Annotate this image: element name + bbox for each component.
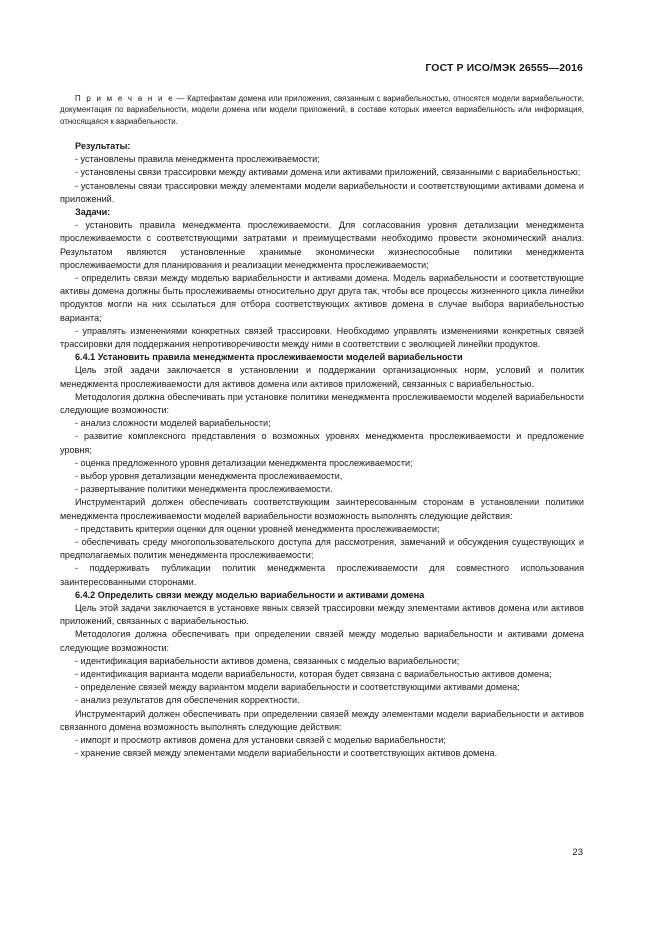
paragraph: Инструментарий должен обеспечивать при определении связей между элементами модели вариабельности и активов связанного домена возможность выполнять следующие действия:: [60, 708, 584, 732]
list-item: - импорт и просмотр активов домена для установки связей с моделью вариабельности;: [75, 735, 446, 746]
list-item: - обеспечивать среду многопользовательского доступа для рассмотрения, замечаний и обсуждения существующих и предполагаемых политик менеджмента прослеживаемости;: [60, 536, 584, 561]
list-item: - установлены правила менеджмента прослеживаемости;: [75, 154, 320, 165]
list-item: - оценка предложенного уровня детализации менеджмента прослеживаемости;: [75, 457, 413, 468]
paragraph: Методология должна обеспечивать при определении связей между моделью вариабельности и активами домена следующие возможности:: [60, 629, 584, 653]
paragraph: Инструментарий должен обеспечивать соответствующим заинтересованным сторонам в установлении политики менеджмента прослеживаемости моделей вариабельности возможность выполнять следующие действия:: [60, 497, 584, 521]
list-item: - установлены связи трассировки между активами домена или активами приложений, связанными с вариабельностью;: [75, 167, 581, 178]
list-item: - анализ сложности моделей вариабельности;: [75, 418, 271, 429]
list-item: - хранение связей между элементами модели вариабельности и соответствующих активов домена.: [75, 748, 498, 759]
list-item: - определение связей между вариантом модели вариабельности и соответствующими активами домена;: [75, 682, 520, 693]
note-label: П р и м е ч а н и е: [75, 94, 175, 103]
tasks-heading: Задачи:: [75, 206, 111, 217]
list-item: - развертывание политики менеджмента прослеживаемости.: [75, 484, 333, 495]
list-item: - представить критерии оценки для оценки уровней менеджмента прослеживаемости;: [75, 523, 440, 534]
list-item: - идентификация варианта модели вариабельности, которая будет связана с вариабельностью активов домена;: [75, 669, 552, 680]
list-item: - управлять изменениями конкретных связей трассировки. Необходимо управлять изменениями конкретных связей трассировки для поддержания непротиворечивости между ними в соответствии с эволюцией линейки продуктов.: [60, 325, 584, 349]
note-paragraph: [60, 93, 584, 127]
list-item: - анализ результатов для обеспечения корректности.: [75, 695, 300, 706]
list-item: - установлены связи трассировки между элементами модели вариабельности и соответствующими активами домена и приложений.: [60, 180, 584, 204]
list-item: - развитие комплексного представления о возможных уровнях менеджмента прослеживаемости и предложение уровня;: [60, 431, 584, 455]
page-number: 23: [572, 847, 583, 858]
paragraph: Цель этой задачи заключается в установке явных связей трассировки между элементами активов домена или активов приложений, связанных с вариабельностью.: [60, 603, 584, 627]
note-text: — Картефактам домена или приложения, связанным с вариабельностью, относятся модели вариабельности, документация по вариабельности, модели домена или модели приложений, в составе которых имеется вариабельность или информация, относящаяся к вариабельности.: [60, 94, 584, 126]
list-item: - идентификация вариабельности активов домена, связанных с моделью вариабельности;: [75, 655, 460, 666]
paragraph: Методология должна обеспечивать при установке политики менеджмента прослеживаемости моделей вариабельности следующие возможности:: [60, 391, 584, 415]
section-heading-6-4-1: 6.4.1 Установить правила менеджмента прослеживаемости моделей вариабельности: [75, 352, 463, 363]
section-heading-6-4-2: 6.4.2 Определить связи между моделью вариабельности и активами домена: [75, 589, 425, 600]
list-item: - выбор уровня детализации менеджмента прослеживаемости,: [75, 470, 343, 481]
list-item: - установить правила менеджмента прослеживаемости. Для согласования уровня детализации менеджмента прослеживаемости с соответствующими затратами и преимуществами необходимо провести экономический анализ. Результатом являются установленные хранимые экономически жизнеспособные политики менеджмента прослеживаемости для планирования и реализации менеджмента прослеживаемости;: [60, 220, 584, 270]
page-body: [60, 93, 584, 760]
results-heading: Результаты:: [75, 140, 131, 151]
standard-header: ГОСТ Р ИСО/МЭК 26555—2016: [425, 62, 583, 74]
list-item: - определить связи между моделью вариабельности и активами домена. Модель вариабельности и соответствующие активы домена должны быть прослеживаемы относительно друг друга так, чтобы все процессы жизненного цикла линейки продуктов могли на них ссылаться для отбора соответствующих активов домена в случае выбора вариабельностью варианта;: [60, 272, 584, 323]
paragraph: Цель этой задачи заключается в установлении и поддержании организационных норм, условий и политик менеджмента прослеживаемости для активов домена или активов приложений, связанных с вариабельностью.: [60, 365, 584, 389]
list-item: - поддерживать публикации политик менеджмента прослеживаемости для совместного использования заинтересованными сторонами.: [60, 563, 584, 587]
